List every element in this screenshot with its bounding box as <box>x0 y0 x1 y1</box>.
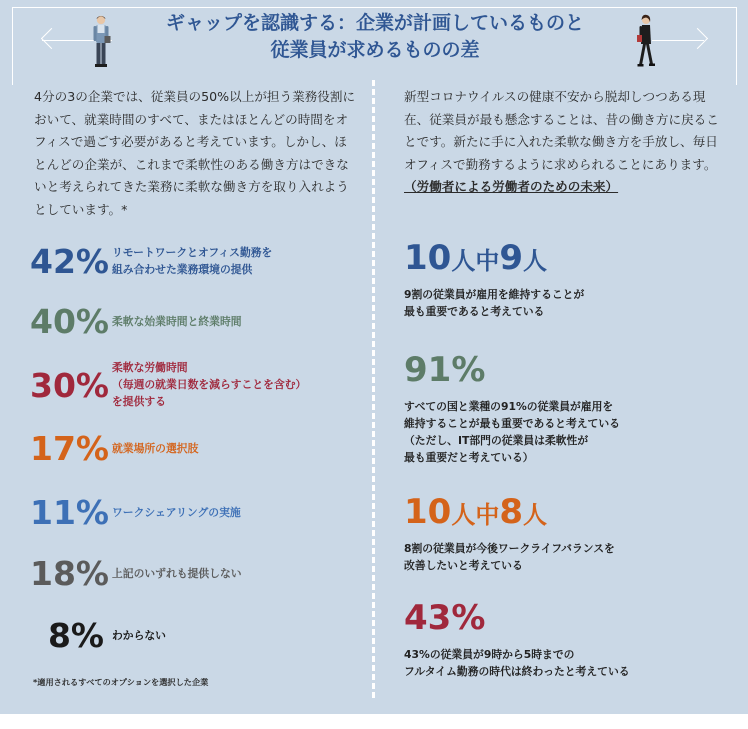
stat-number: 8 <box>499 492 523 532</box>
stat-percentage: 17% <box>30 429 109 468</box>
stat-number: 9 <box>499 238 523 278</box>
company-intro-paragraph: 4分の3の企業では、従業員の50%以上が担う業務役割において、就業時間のすべて、またはほとんどの時間をオフィスで過ごす必要があると考えています。しかし、ほとんどの企業が、これまで柔軟性のある働き方はできないと考えられてきた業務に柔軟な働き方を取り入れようとしています。* <box>34 89 356 217</box>
stat-number: 91% <box>404 350 486 390</box>
employee-stat-description: 8割の従業員が今後ワークライフバランスを 改善したいと考えている <box>404 542 615 572</box>
employee-stat-description: 43%の従業員が9時から5時までの フルタイム勤務の時代は終わったと考えている <box>404 648 630 678</box>
employee-stat-value <box>404 238 724 284</box>
stat-number: 10 <box>404 238 452 278</box>
header-frame-top <box>12 7 737 8</box>
stat-label: 柔軟な始業時間と終業時間 <box>112 315 242 328</box>
employee-stat-description: すべての国と業種の91%の従業員が雇用を 維持することが最も重要であると考えている （ただし、IT部門の従業員は柔軟性が 最も重要だと考えている） <box>404 400 620 464</box>
stat-unit: 人 <box>523 247 547 275</box>
page-title <box>120 10 630 64</box>
stat-unit: 人中 <box>451 501 500 529</box>
footnote: *適用されるすべてのオプションを選択した企業 <box>33 677 209 687</box>
stat-label: ワークシェアリングの実施 <box>112 506 241 519</box>
stat-percentage: 11% <box>30 493 109 532</box>
center-dashed-divider <box>372 80 375 698</box>
stat-percentage: 42% <box>30 242 109 281</box>
stat-unit: 人中 <box>451 247 500 275</box>
source-link[interactable]: （労働者による労働者のための未来） <box>404 179 619 194</box>
title-line-1: ギャップを認識する：企業が計画しているものと <box>165 12 584 34</box>
woman-walking-icon <box>634 14 660 70</box>
employee-stat-description: 9割の従業員が雇用を維持することが 最も重要であると考えている <box>404 288 585 318</box>
employee-intro-text: 新型コロナウイルスの健康不安から脱却しつつある現在、従業員が最も懸念することは、昔の働き方に戻ることです。新たに手に入れた柔軟な働き方を手放し、毎日オフィスで勤務するように求められることにあります。 <box>404 89 719 172</box>
stat-number: 10 <box>404 492 452 532</box>
header-frame-left <box>12 7 13 85</box>
man-standing-icon <box>90 14 112 70</box>
employee-stat-block <box>404 598 724 680</box>
employee-stat-value <box>404 350 724 396</box>
employee-stat-block <box>404 492 724 574</box>
stat-label: リモートワークとオフィス勤務を 組み合わせた業務環境の提供 <box>112 246 273 276</box>
right-arrow-icon <box>687 28 708 49</box>
stat-percentage: 8% <box>47 616 104 655</box>
stat-number: 43% <box>404 598 486 638</box>
employee-stat-value <box>404 598 724 644</box>
employee-stat-block <box>404 350 724 466</box>
stat-label: 上記のいずれも提供しない <box>112 567 242 580</box>
stat-percentage: 40% <box>30 302 109 341</box>
header-frame-right <box>736 7 737 85</box>
employee-stat-value <box>404 492 724 538</box>
stat-percentage: 30% <box>30 366 109 405</box>
stat-label: 就業場所の選択肢 <box>112 442 199 455</box>
employee-stat-block <box>404 238 724 320</box>
stat-label: 柔軟な労働時間 （毎週の就業日数を減らすことを含む） を提供する <box>112 361 307 408</box>
bottom-strip <box>0 714 748 729</box>
title-line-2: 従業員が求めるものの差 <box>270 39 480 61</box>
left-arrow-icon <box>41 28 62 49</box>
stat-percentage: 18% <box>30 554 109 593</box>
employee-intro-paragraph <box>404 86 720 199</box>
stat-unit: 人 <box>523 501 547 529</box>
stat-label: わからない <box>112 629 166 642</box>
